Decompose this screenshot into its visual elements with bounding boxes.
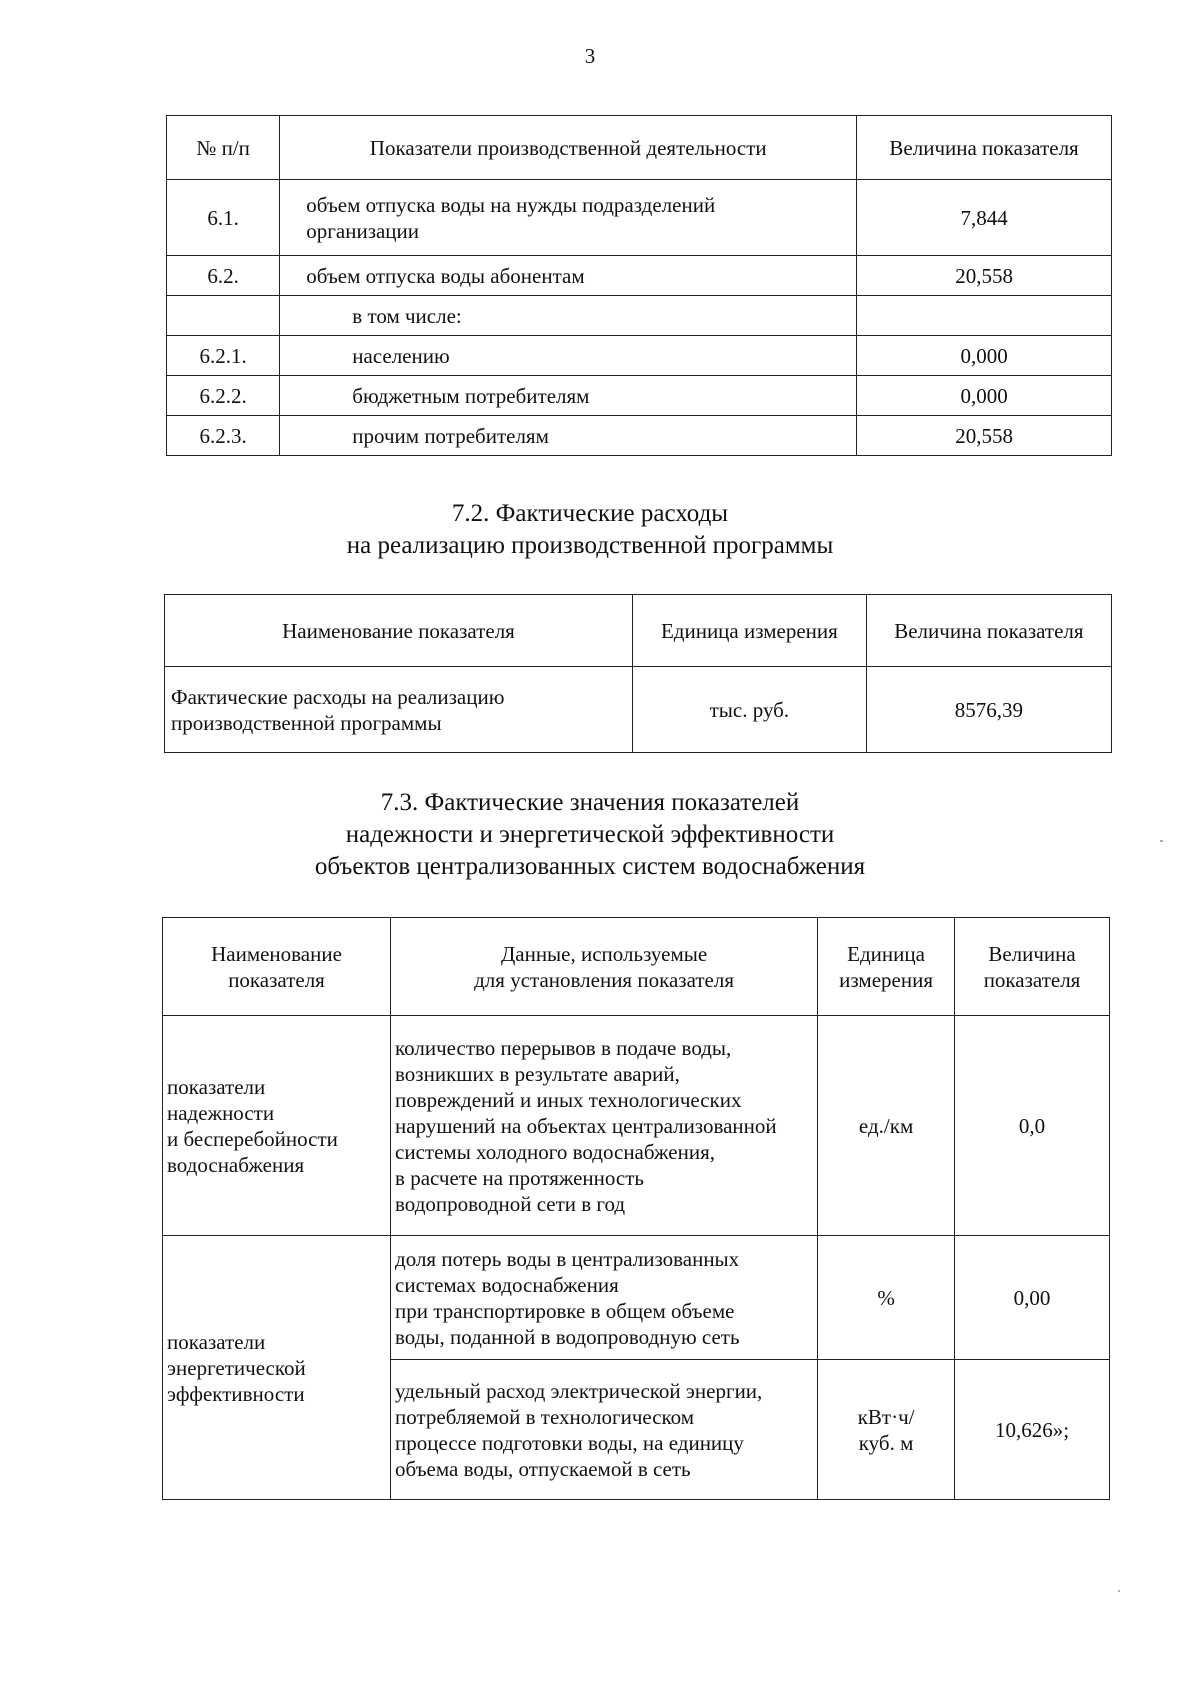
header-unit: Единица измерения: [632, 595, 866, 667]
section-7-3-title: [0, 787, 1180, 883]
row-label: [280, 180, 857, 256]
header-data-used: [391, 918, 818, 1016]
data-line: доля потерь воды в централизованных: [395, 1246, 740, 1271]
category-line: надежности: [167, 1100, 275, 1125]
table-row: [165, 667, 1112, 753]
row-number: 6.2.1.: [167, 336, 280, 376]
table-row: [167, 336, 1112, 376]
row-category: [163, 1016, 391, 1236]
row-value: 10,626»;: [955, 1360, 1110, 1500]
data-line: объема воды, отпускаемой в сеть: [395, 1456, 691, 1481]
row-number: 6.1.: [167, 180, 280, 256]
data-line: при транспортировке в общем объеме: [395, 1298, 735, 1323]
row-category: [163, 1236, 391, 1500]
production-indicators-table: [166, 115, 1112, 456]
scan-artifact: [1118, 1590, 1120, 1592]
section-title-line: 7.2. Фактические расходы: [451, 500, 729, 527]
row-label: населению: [280, 336, 857, 376]
row-data-description: [391, 1236, 818, 1360]
row-data-description: [391, 1016, 818, 1236]
row-label: объем отпуска воды абонентам: [280, 256, 857, 296]
data-line: потребляемой в технологическом: [395, 1404, 695, 1429]
data-line: системах водоснабжения: [395, 1272, 619, 1297]
row-label-line: объем отпуска воды на нужды подразделений: [306, 192, 716, 217]
header-unit: [818, 918, 955, 1016]
section-title-line: 7.3. Фактические значения показателей: [380, 789, 800, 816]
reliability-efficiency-table: [162, 917, 1110, 1500]
table-row: [167, 296, 1112, 336]
row-value: 20,558: [857, 416, 1112, 456]
row-label: бюджетным потребителям: [280, 376, 857, 416]
header-line: Единица: [847, 941, 925, 966]
row-value: 7,844: [857, 180, 1112, 256]
row-unit: %: [818, 1236, 955, 1360]
row-number: 6.2.: [167, 256, 280, 296]
row-unit: тыс. руб.: [632, 667, 866, 753]
section-title-line: объектов централизованных систем водоснабжения: [314, 853, 866, 880]
header-line: Данные, используемые: [500, 941, 708, 966]
page-number: 3: [584, 44, 596, 68]
table-row: [167, 180, 1112, 256]
data-line: количество перерывов в подаче воды,: [395, 1035, 732, 1060]
scan-artifact: [1160, 840, 1163, 842]
header-number: № п/п: [167, 116, 280, 180]
data-line: повреждений и иных технологических: [395, 1087, 742, 1112]
section-7-2-title: [0, 498, 1180, 562]
row-label-line: Фактические расходы на реализацию: [171, 684, 505, 709]
header-line: показателя: [983, 967, 1081, 992]
row-value: 0,0: [955, 1016, 1110, 1236]
header-line: показателя: [228, 967, 325, 992]
row-data-description: [391, 1360, 818, 1500]
data-line: удельный расход электрической энергии,: [395, 1378, 763, 1403]
table-row-reliability: [163, 1016, 1110, 1236]
row-label: в том числе:: [280, 296, 857, 336]
data-line: нарушений на объектах централизованной: [395, 1113, 777, 1138]
header-value: Величина показателя: [857, 116, 1112, 180]
header-indicator: Показатели производственной деятельности: [280, 116, 857, 180]
row-label-line: организации: [306, 218, 420, 243]
row-label: [165, 667, 633, 753]
row-value: 0,000: [857, 336, 1112, 376]
data-line: в расчете на протяженность: [395, 1165, 645, 1190]
data-line: возникших в результате аварий,: [395, 1061, 680, 1086]
row-value: 8576,39: [866, 667, 1111, 753]
row-number: 6.2.3.: [167, 416, 280, 456]
header-value: [955, 918, 1110, 1016]
table-row: [167, 416, 1112, 456]
row-number: 6.2.2.: [167, 376, 280, 416]
category-line: водоснабжения: [167, 1152, 305, 1177]
header-line: Величина: [988, 941, 1076, 966]
category-line: показатели: [167, 1329, 266, 1354]
actual-expenses-table: [164, 594, 1112, 753]
header-line: измерения: [839, 967, 933, 992]
header-value: Величина показателя: [866, 595, 1111, 667]
category-line: и бесперебойности: [167, 1126, 338, 1151]
data-line: процессе подготовки воды, на единицу: [395, 1430, 744, 1455]
table-header-row: [163, 918, 1110, 1016]
header-indicator-name: [163, 918, 391, 1016]
unit-line: куб. м: [858, 1430, 914, 1455]
table-header-row: [165, 595, 1112, 667]
category-line: эффективности: [167, 1381, 305, 1406]
row-label: прочим потребителям: [280, 416, 857, 456]
row-number: [167, 296, 280, 336]
header-indicator-name: Наименование показателя: [165, 595, 633, 667]
row-value: [857, 296, 1112, 336]
row-label-line: производственной программы: [171, 710, 442, 735]
header-line: Наименование: [211, 941, 342, 966]
header-line: для установления показателя: [474, 967, 734, 992]
unit-line: кВт·ч/: [857, 1404, 915, 1429]
row-value: 0,000: [857, 376, 1112, 416]
section-title-line: на реализацию производственной программы: [346, 532, 834, 559]
table-row: [167, 256, 1112, 296]
table-row: [167, 376, 1112, 416]
section-title-line: надежности и энергетической эффективности: [345, 821, 835, 848]
row-unit: ед./км: [818, 1016, 955, 1236]
data-line: водопроводной сети в год: [395, 1191, 626, 1216]
data-line: системы холодного водоснабжения,: [395, 1139, 715, 1164]
table-header-row: [167, 116, 1112, 180]
table-row-water-loss: [163, 1236, 1110, 1360]
row-unit: [818, 1360, 955, 1500]
row-value: 0,00: [955, 1236, 1110, 1360]
data-line: воды, поданной в водопроводную сеть: [395, 1324, 740, 1349]
category-line: энергетической: [167, 1355, 306, 1380]
row-value: 20,558: [857, 256, 1112, 296]
category-line: показатели: [167, 1074, 266, 1099]
